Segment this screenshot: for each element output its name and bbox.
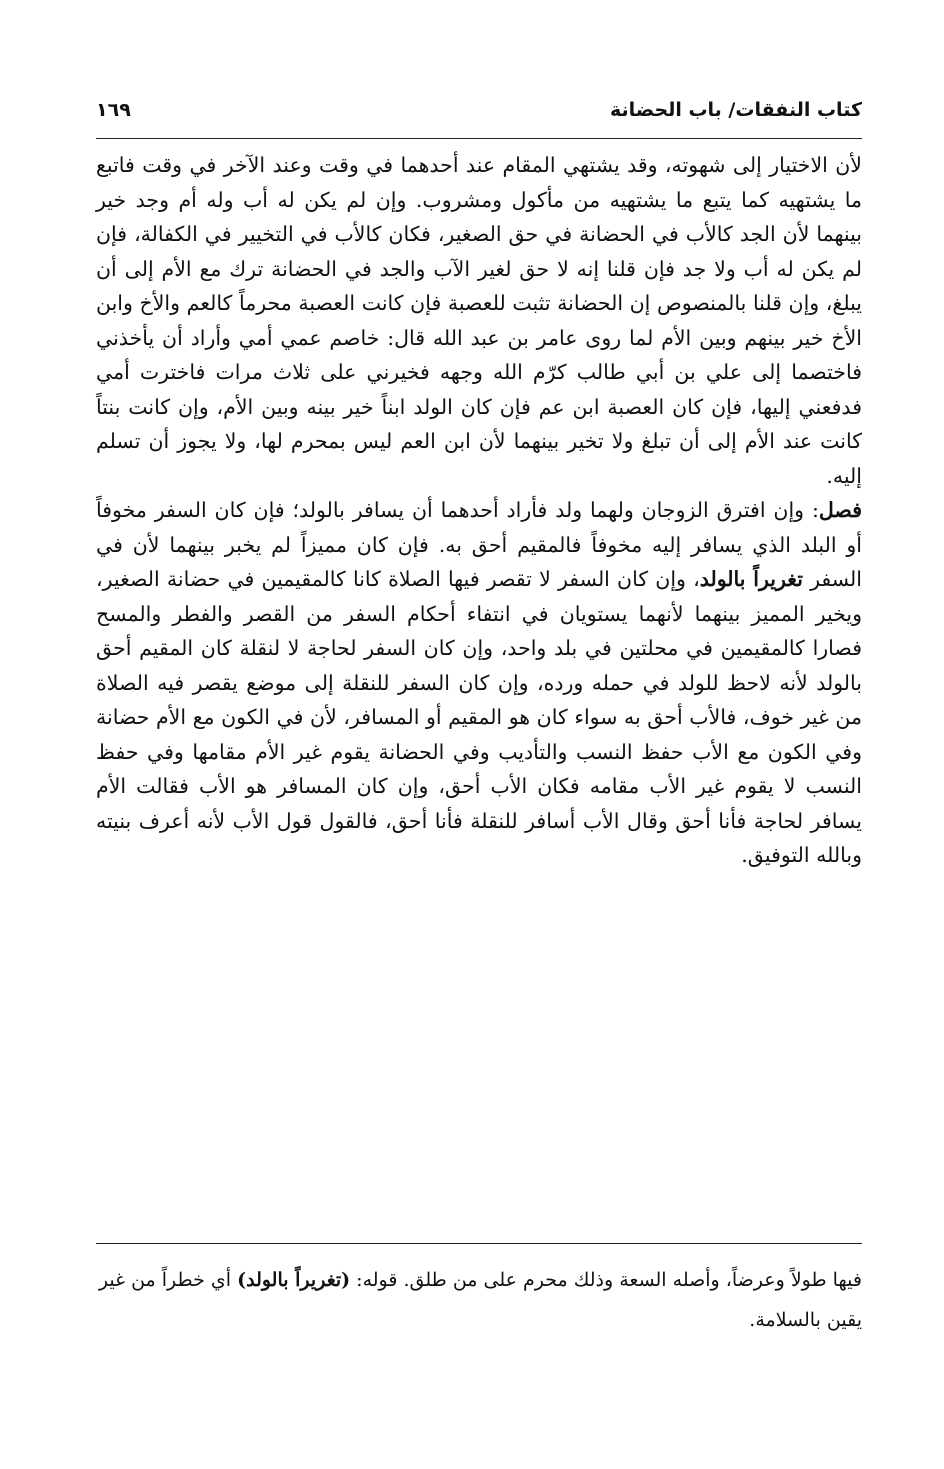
footnote-text bbox=[96, 1260, 862, 1340]
page-header bbox=[96, 95, 862, 135]
header-divider bbox=[96, 138, 862, 139]
running-title: كتاب النفقات/ باب الحضانة bbox=[609, 99, 862, 121]
paragraph-2-text-end: ، وإن كان السفر لا تقصر فيها الصلاة كانا كالمقيمين في حضانة الصغير، ويخير المميز بينهما لأنهما يستويان في انتفاء أحكام السفر من القصر والفطر والمسح فصارا كالمقيمين في محلتين في بلد واحد، وإن كان السفر لحاجة لا لنقلة كان المقيم أحق بالولد لأنه لاحظ للولد في حمله ورده، وإن كان السفر للنقلة إلى موضع يقصر فيه الصلاة من غير خوف، فالأب أحق به سواء كان هو المقيم أو المسافر، لأن في الكون مع الأم حضانة وفي الكون مع الأب حفظ النسب والتأديب وفي الحضانة يقوم غير الأم مقامها وفي حفظ النسب لا يقوم غير الأب مقامه فكان الأب أحق، وإن كان المسافر هو الأب فقالت الأم يسافر لحاجة فأنا أحق وقال الأب أسافر للنقلة فأنا أحق، فالقول قول الأب لأنه أعرف بنيته وبالله التوفيق. bbox=[96, 567, 862, 867]
paragraph-2-text-start: : وإن افترق الزوجان ولهما ولد فأراد أحدهما أن يسافر بالولد؛ فإن كان السفر مخوفاً أو البلد الذي يسافر إليه مخوفاً فالمقيم أحق به. فإن كان مميزاً لم يخبر بينهما لأن في السفر bbox=[96, 498, 862, 591]
footnote-text-start: فيها طولاً وعرضاً، وأصله السعة وذلك محرم على من طلق. قوله: bbox=[350, 1269, 862, 1291]
footnote-bold-phrase: (تغريراً بالولد) bbox=[237, 1269, 351, 1291]
paragraph-1-text: لأن الاختيار إلى شهوته، وقد يشتهي المقام عند أحدهما في وقت وعند الآخر في وقت فاتبع ما يشتهيه كما يتبع ما يشتهيه من مأكول ومشروب. وإن لم يكن له أب وله أم وجد خير بينهما لأن الجد كالأب في الحضانة في حق الصغير، فكان كالأب في التخيير في الكفالة، فإن لم يكن له أب ولا جد فإن قلنا إنه لا حق لغير الآب والجد في الحضانة ترك مع الأم إلى أن يبلغ، وإن قلنا بالمنصوص إن الحضانة تثبت للعصبة فإن كانت العصبة محرماً كالعم والأخ وابن الأخ خير بينهم وبين الأم لما روى عامر بن عبد الله قال: خاصم عمي أمي وأراد أن يأخذني فاختصما إلى علي بن أبي طالب كرّم الله وجهه فخيرني على ثلاث مرات فاخترت أمي فدفعني إليها، فإن كان العصبة ابن عم فإن كان الولد ابناً خير بينه وبين الأم، وإن كانت بنتاً كانت عند الأم إلى أن تبلغ ولا تخير بينهما لأن ابن العم ليس بمحرم لها، ولا يجوز أن تسلم إليه. bbox=[96, 153, 862, 488]
footnote bbox=[96, 1260, 862, 1340]
paragraph-1 bbox=[96, 148, 862, 493]
footnote-text-end: أي خطراً من غير يقين بالسلامة. bbox=[98, 1269, 862, 1331]
footnote-divider bbox=[96, 1243, 862, 1244]
paragraph-2 bbox=[96, 493, 862, 873]
main-text bbox=[96, 148, 862, 873]
page-number: ١٦٩ bbox=[96, 99, 131, 121]
bold-phrase: تغريراً بالولد bbox=[699, 567, 803, 591]
section-lead-word: فصل bbox=[818, 498, 862, 522]
